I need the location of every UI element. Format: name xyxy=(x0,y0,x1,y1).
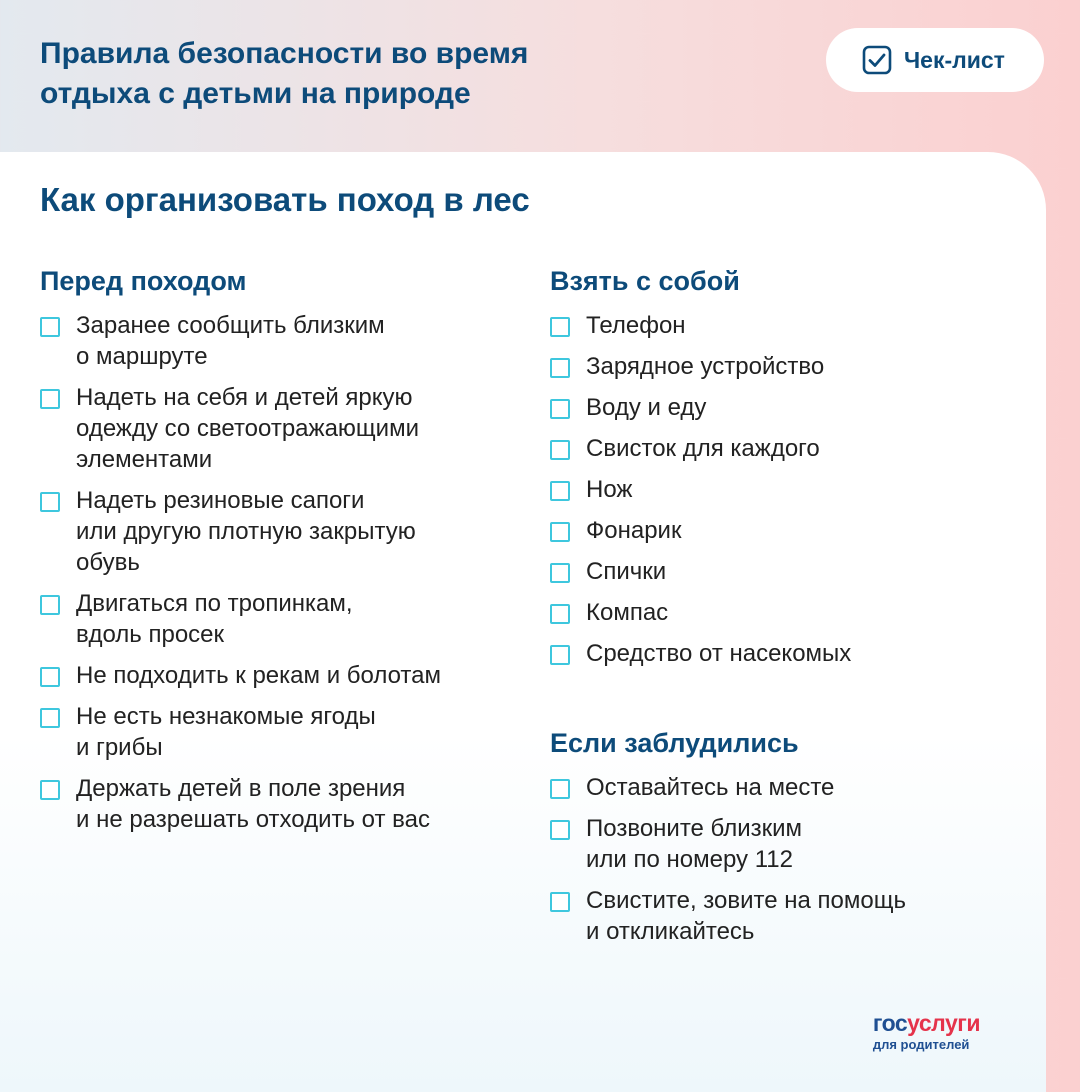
checkbox-icon[interactable] xyxy=(550,645,570,665)
checklist-item-text: Свисток для каждого xyxy=(586,435,820,462)
checkbox-icon[interactable] xyxy=(40,708,60,728)
page-title-line-2: отдыха с детьми на природе xyxy=(40,77,471,110)
checklist-item-text: Зарядное устройство xyxy=(586,353,825,380)
logo-wordmark xyxy=(873,1010,980,1036)
checklist-item-text: Не есть незнакомые ягоды и грибы xyxy=(76,703,376,761)
card-title: Как организовать поход в лес xyxy=(40,181,530,218)
checklist-item-text: Воду и еду xyxy=(586,394,707,421)
checklist-item xyxy=(40,660,500,691)
checkbox-icon[interactable] xyxy=(550,892,570,912)
checkbox-icon[interactable] xyxy=(550,358,570,378)
checklist-item xyxy=(550,885,1010,947)
checklist-item-text: Компас xyxy=(586,599,669,626)
checkbox-icon[interactable] xyxy=(40,595,60,615)
checklist-item xyxy=(40,701,500,763)
logo-part-1: гос xyxy=(872,1010,908,1036)
checklist-item xyxy=(40,485,500,578)
checklist-item xyxy=(40,588,500,650)
checklist-item-text: Заранее сообщить близким о маршруте xyxy=(76,312,385,370)
content-card xyxy=(0,152,1046,1092)
checklist-item xyxy=(550,433,1010,464)
page-title xyxy=(40,34,760,114)
checklist-badge-label: Чек-лист xyxy=(904,46,1005,73)
checkbox-icon[interactable] xyxy=(40,780,60,800)
take-along-list xyxy=(550,310,1010,669)
section-before-hike xyxy=(40,264,500,845)
checkbox-icon[interactable] xyxy=(550,317,570,337)
logo-subtitle: для родителей xyxy=(872,1037,970,1052)
before-hike-list xyxy=(40,310,500,835)
checkbox-icon[interactable] xyxy=(40,389,60,409)
checkbox-icon[interactable] xyxy=(550,563,570,583)
checklist-item xyxy=(40,773,500,835)
checklist-item xyxy=(550,772,1010,803)
section-title-before-hike: Перед походом xyxy=(40,266,247,296)
checkbox-icon[interactable] xyxy=(550,399,570,419)
checklist-item-text: Фонарик xyxy=(586,517,682,544)
checklist-item-text: Средство от насекомых xyxy=(586,640,852,667)
checkbox-checked-icon xyxy=(862,45,892,75)
checklist-item-text: Свистите, зовите на помощь и откликайтесь xyxy=(586,887,906,945)
checkbox-icon[interactable] xyxy=(550,481,570,501)
checkbox-icon[interactable] xyxy=(550,604,570,624)
checklist-item-text: Держать детей в поле зрения и не разрешать отходить от вас xyxy=(76,775,430,833)
checkbox-icon[interactable] xyxy=(40,317,60,337)
checkbox-icon[interactable] xyxy=(550,779,570,799)
checklist-item xyxy=(550,474,1010,505)
section-if-lost xyxy=(550,726,1010,957)
section-title-take-along: Взять с собой xyxy=(550,266,740,296)
checklist-badge xyxy=(826,28,1044,92)
checkbox-icon[interactable] xyxy=(40,492,60,512)
checkbox-icon[interactable] xyxy=(40,667,60,687)
if-lost-list xyxy=(550,772,1010,947)
checklist-item xyxy=(550,813,1010,875)
checklist-item-text: Надеть на себя и детей яркую одежду со светоотражающими элементами xyxy=(76,384,419,473)
checklist-item-text: Нож xyxy=(586,476,633,503)
logo-part-2: услуги xyxy=(907,1010,980,1036)
gosuslugi-logo xyxy=(873,1010,980,1054)
checklist-item-text: Оставайтесь на месте xyxy=(586,774,835,801)
checklist-item-text: Спички xyxy=(586,558,667,585)
checklist-item-text: Двигаться по тропинкам, вдоль просек xyxy=(76,590,353,648)
section-title-if-lost: Если заблудились xyxy=(550,728,799,758)
checklist-item-text: Надеть резиновые сапоги или другую плотную закрытую обувь xyxy=(76,487,416,576)
checkbox-icon[interactable] xyxy=(550,820,570,840)
section-take-along xyxy=(550,264,1010,679)
checklist-item-text: Телефон xyxy=(586,312,686,339)
checklist-item xyxy=(550,515,1010,546)
checklist-item xyxy=(550,556,1010,587)
checklist-item xyxy=(40,310,500,372)
checklist-item xyxy=(550,597,1010,628)
checklist-item xyxy=(40,382,500,475)
checklist-item xyxy=(550,392,1010,423)
checklist-item xyxy=(550,310,1010,341)
page-title-line-1: Правила безопасности во время xyxy=(40,37,529,70)
checklist-item-text: Позвоните близким или по номеру 112 xyxy=(586,815,803,873)
checkbox-icon[interactable] xyxy=(550,440,570,460)
checklist-item xyxy=(550,351,1010,382)
checklist-item xyxy=(550,638,1010,669)
checklist-item-text: Не подходить к рекам и болотам xyxy=(76,662,442,689)
checkbox-icon[interactable] xyxy=(550,522,570,542)
